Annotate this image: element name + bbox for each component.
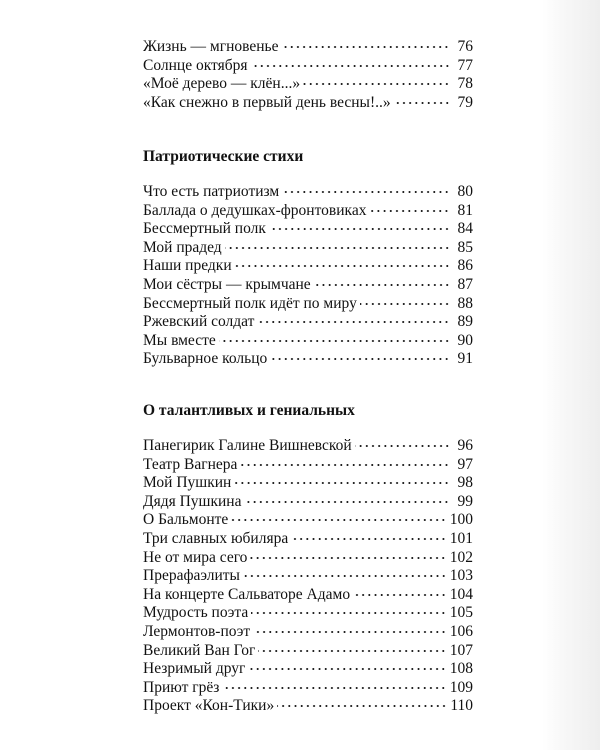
toc-entry xyxy=(143,474,473,493)
entry-page-number: 100 xyxy=(449,511,473,529)
dot-leader xyxy=(231,519,446,521)
toc-entry xyxy=(143,456,473,475)
toc-entry xyxy=(143,623,473,642)
toc-entry xyxy=(143,530,473,549)
dot-leader xyxy=(250,557,446,559)
entry-page-number: 76 xyxy=(457,38,473,55)
entry-page-number: 88 xyxy=(457,294,473,312)
entry-page-number: 96 xyxy=(457,437,473,454)
entry-page-number: 80 xyxy=(457,183,473,200)
toc-section-continued xyxy=(143,38,473,112)
toc-entry xyxy=(143,437,473,456)
section-heading-patriotic: Патриотические стихи xyxy=(143,148,304,165)
entry-page-number: 78 xyxy=(457,75,473,93)
entry-title: На концерте Сальваторе Адамо xyxy=(143,585,351,603)
toc-entry xyxy=(143,697,473,716)
dot-leader xyxy=(277,705,447,707)
entry-page-number: 97 xyxy=(457,455,473,473)
dot-leader xyxy=(303,83,450,85)
entry-page-number: 98 xyxy=(457,474,473,492)
entry-title: Прерафаэлиты xyxy=(143,567,240,585)
dot-leader xyxy=(243,575,447,577)
entry-title: Бессмертный полк идёт по миру xyxy=(143,294,357,312)
toc-entry xyxy=(143,257,473,276)
entry-title: Мой прадед xyxy=(143,238,222,256)
dot-leader xyxy=(257,321,450,323)
entry-page-number: 87 xyxy=(457,275,473,293)
entry-title: Мудрость поэта xyxy=(143,604,249,622)
entry-page-number: 108 xyxy=(449,660,473,678)
entry-page-number: 79 xyxy=(457,93,473,111)
entry-page-number: 106 xyxy=(449,622,473,640)
entry-title: О Бальмонте xyxy=(143,511,229,529)
entry-title: Проект «Кон-Тики» xyxy=(143,697,275,715)
toc-entry xyxy=(143,586,473,605)
dot-leader xyxy=(234,482,450,484)
entry-page-number: 77 xyxy=(457,56,473,74)
toc-section-talented xyxy=(143,437,473,716)
toc-section-patriotic xyxy=(143,183,473,369)
dot-leader xyxy=(282,191,450,193)
entry-title: Театр Вагнера xyxy=(143,455,238,473)
dot-leader xyxy=(394,102,450,104)
toc-entry xyxy=(143,511,473,530)
entry-title: Мы вместе xyxy=(143,331,216,349)
toc-entry xyxy=(143,549,473,568)
toc-entry xyxy=(143,313,473,332)
entry-title: Что есть патриотизм xyxy=(143,183,280,200)
entry-title: Наши предки xyxy=(143,257,232,275)
entry-title: Мой Пушкин xyxy=(143,474,232,492)
toc-entry xyxy=(143,38,473,57)
toc-list xyxy=(143,183,473,369)
entry-page-number: 81 xyxy=(457,201,473,219)
dot-leader xyxy=(240,464,450,466)
entry-title: Великий Ван Гог xyxy=(143,641,256,659)
entry-page-number: 90 xyxy=(457,331,473,349)
entry-page-number: 105 xyxy=(449,604,473,622)
entry-title: Бессмертный полк xyxy=(143,220,266,238)
toc-entry xyxy=(143,220,473,239)
toc-entry xyxy=(143,276,473,295)
entry-title: Панегирик Галине Вишневской xyxy=(143,437,352,454)
toc-entry xyxy=(143,295,473,314)
entry-title: Мои сёстры — крымчане xyxy=(143,275,311,293)
dot-leader xyxy=(258,650,446,652)
dot-leader xyxy=(360,303,450,305)
entry-title: Приют грёз xyxy=(143,678,220,696)
section-heading-talented: О талантливых и гениальных xyxy=(143,402,355,419)
page-edge-shadow xyxy=(542,0,600,750)
entry-page-number: 86 xyxy=(457,257,473,275)
dot-leader xyxy=(248,668,446,670)
entry-title: Дядя Пушкина xyxy=(143,492,242,510)
dot-leader xyxy=(291,538,447,540)
dot-leader xyxy=(251,65,450,67)
entry-title: Лермонтов-поэт xyxy=(143,622,251,640)
toc-entry xyxy=(143,332,473,351)
entry-page-number: 91 xyxy=(457,350,473,368)
toc-entry xyxy=(143,660,473,679)
entry-title: Солнце октября xyxy=(143,56,248,74)
entry-title: Три славных юбиляра xyxy=(143,529,289,547)
toc-entry xyxy=(143,183,473,202)
dot-leader xyxy=(314,284,450,286)
toc-list xyxy=(143,38,473,112)
entry-page-number: 85 xyxy=(457,238,473,256)
toc-entry xyxy=(143,604,473,623)
entry-title: Баллада о дедушках-фронтовиках xyxy=(143,201,367,219)
entry-title: Жизнь — мгновенье xyxy=(143,38,279,55)
dot-leader xyxy=(222,687,446,689)
dot-leader xyxy=(253,631,447,633)
dot-leader xyxy=(251,612,446,614)
toc-entry xyxy=(143,679,473,698)
toc-entry xyxy=(143,239,473,258)
toc-entry xyxy=(143,350,473,369)
dot-leader xyxy=(353,594,447,596)
dot-leader xyxy=(355,445,450,447)
toc-list xyxy=(143,437,473,716)
toc-entry xyxy=(143,642,473,661)
dot-leader xyxy=(219,340,450,342)
toc-entry xyxy=(143,94,473,113)
dot-leader xyxy=(269,228,450,230)
entry-title: Незримый друг xyxy=(143,660,246,678)
entry-page-number: 102 xyxy=(449,548,473,566)
toc-entry xyxy=(143,202,473,221)
entry-title: «Как снежно в первый день весны!..» xyxy=(143,93,391,111)
entry-title: Ржевский солдат xyxy=(143,313,255,331)
dot-leader xyxy=(281,46,450,48)
toc-entry xyxy=(143,493,473,512)
entry-page-number: 103 xyxy=(449,567,473,585)
entry-title: «Моё дерево — клён...» xyxy=(143,75,301,93)
dot-leader xyxy=(235,265,450,267)
dot-leader xyxy=(244,501,450,503)
entry-page-number: 109 xyxy=(449,678,473,696)
entry-page-number: 84 xyxy=(457,220,473,238)
entry-page-number: 99 xyxy=(457,492,473,510)
toc-entry xyxy=(143,75,473,94)
dot-leader xyxy=(369,210,450,212)
dot-leader xyxy=(270,358,450,360)
entry-page-number: 104 xyxy=(449,585,473,603)
entry-page-number: 110 xyxy=(450,697,473,715)
entry-title: Не от мира сего xyxy=(143,548,248,566)
toc-entry xyxy=(143,57,473,76)
toc-entry xyxy=(143,567,473,586)
entry-title: Бульварное кольцо xyxy=(143,350,268,368)
entry-page-number: 107 xyxy=(449,641,473,659)
dot-leader xyxy=(225,247,450,249)
entry-page-number: 101 xyxy=(449,529,473,547)
entry-page-number: 89 xyxy=(457,313,473,331)
